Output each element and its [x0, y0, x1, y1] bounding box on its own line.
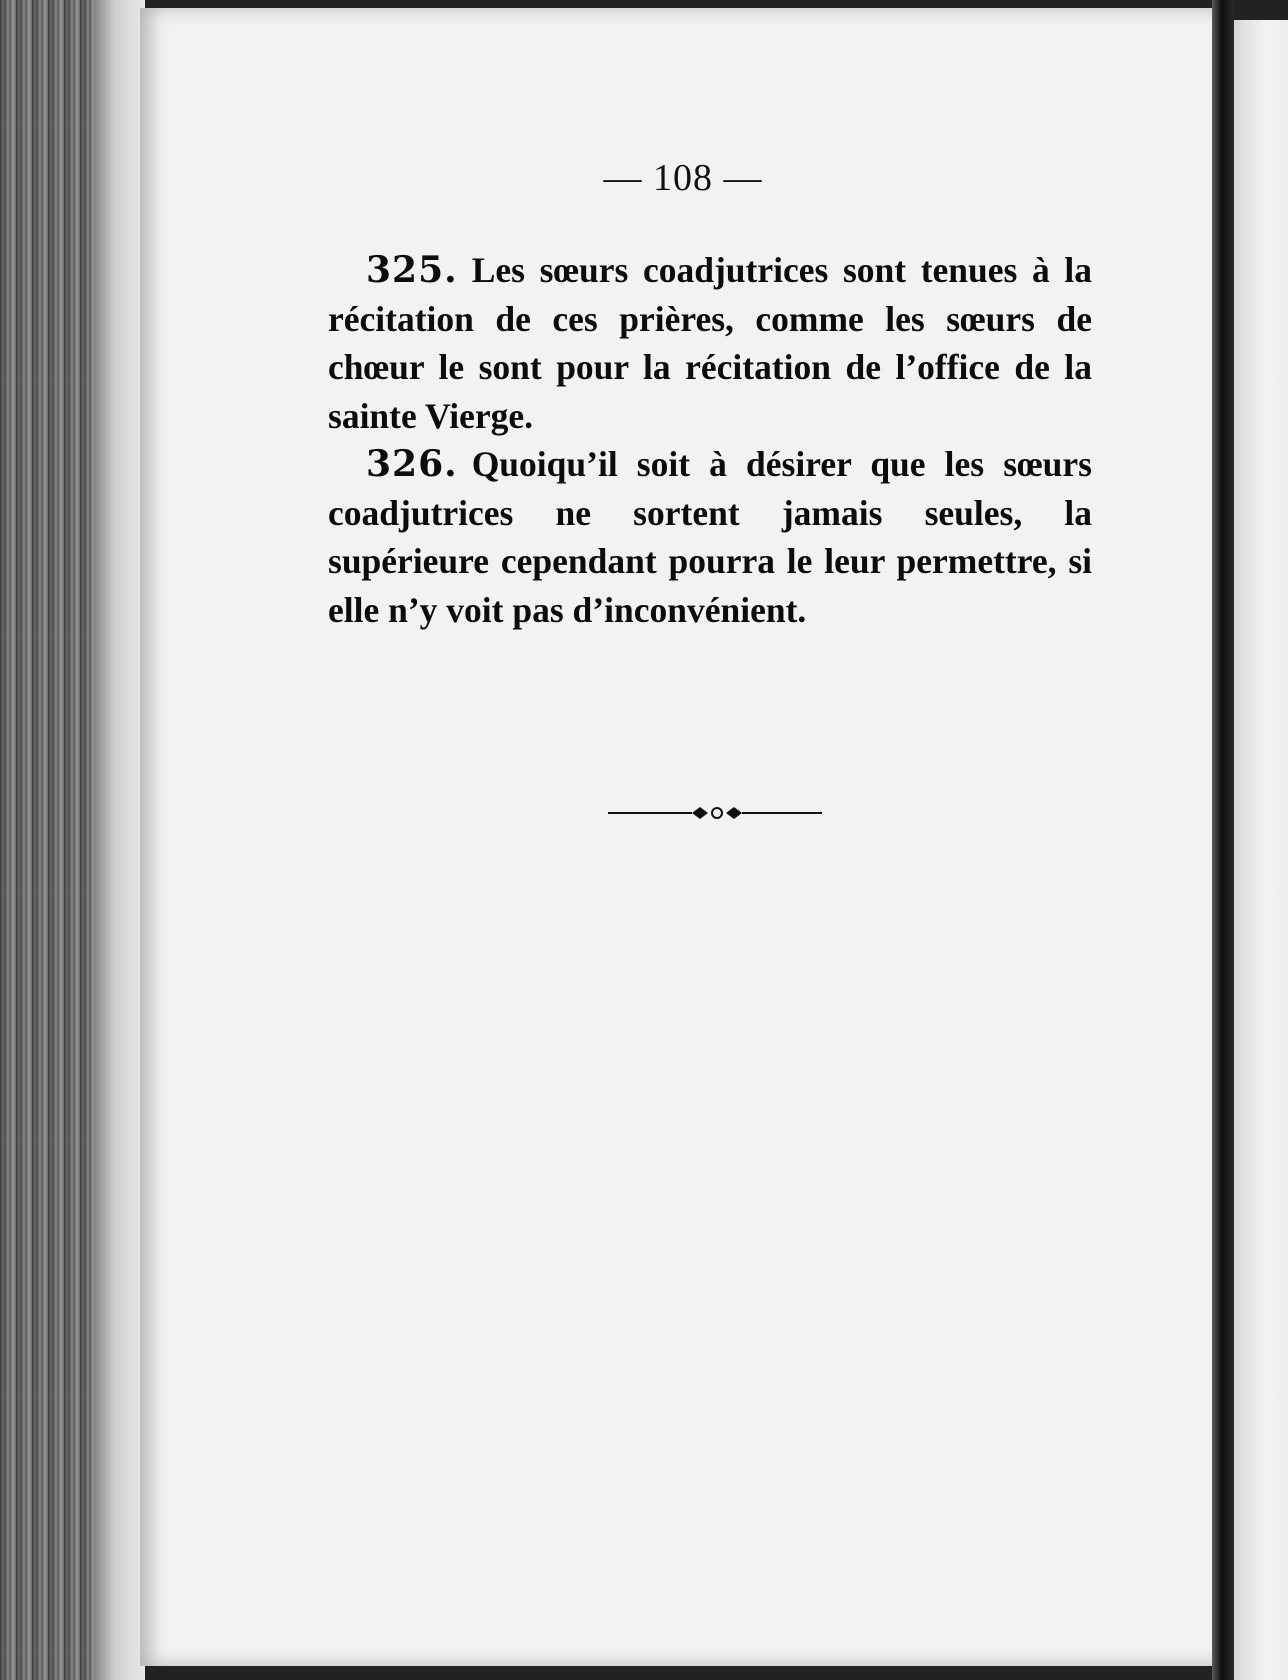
stacked-page-edges: [0, 0, 145, 1680]
paragraph-text: Quoiqu’il soit à désirer que les sœurs coadjutrices ne sortent jamais seules, la supérieure cependant pourra le leur permettre, si elle n’y voit pas d’inconvénient.: [328, 444, 1092, 630]
paragraph-number: 325.: [366, 249, 458, 291]
page-number: — 108 —: [603, 157, 763, 199]
facing-page-edge: [1234, 20, 1288, 1680]
paragraph-326: [328, 440, 1092, 634]
section-end-ornament: [608, 801, 822, 825]
paragraph-number: 326.: [366, 443, 458, 485]
paragraph-325: [328, 246, 1092, 440]
body-text: [328, 246, 1092, 634]
book-gutter: [1212, 0, 1234, 1680]
book-page: [140, 8, 1226, 1666]
paragraph-text: Les sœurs coadjutrices sont tenues à la récitation de ces prières, comme les sœurs de chœur le sont pour la récitation de l’office de la sainte Vierge.: [328, 250, 1092, 436]
